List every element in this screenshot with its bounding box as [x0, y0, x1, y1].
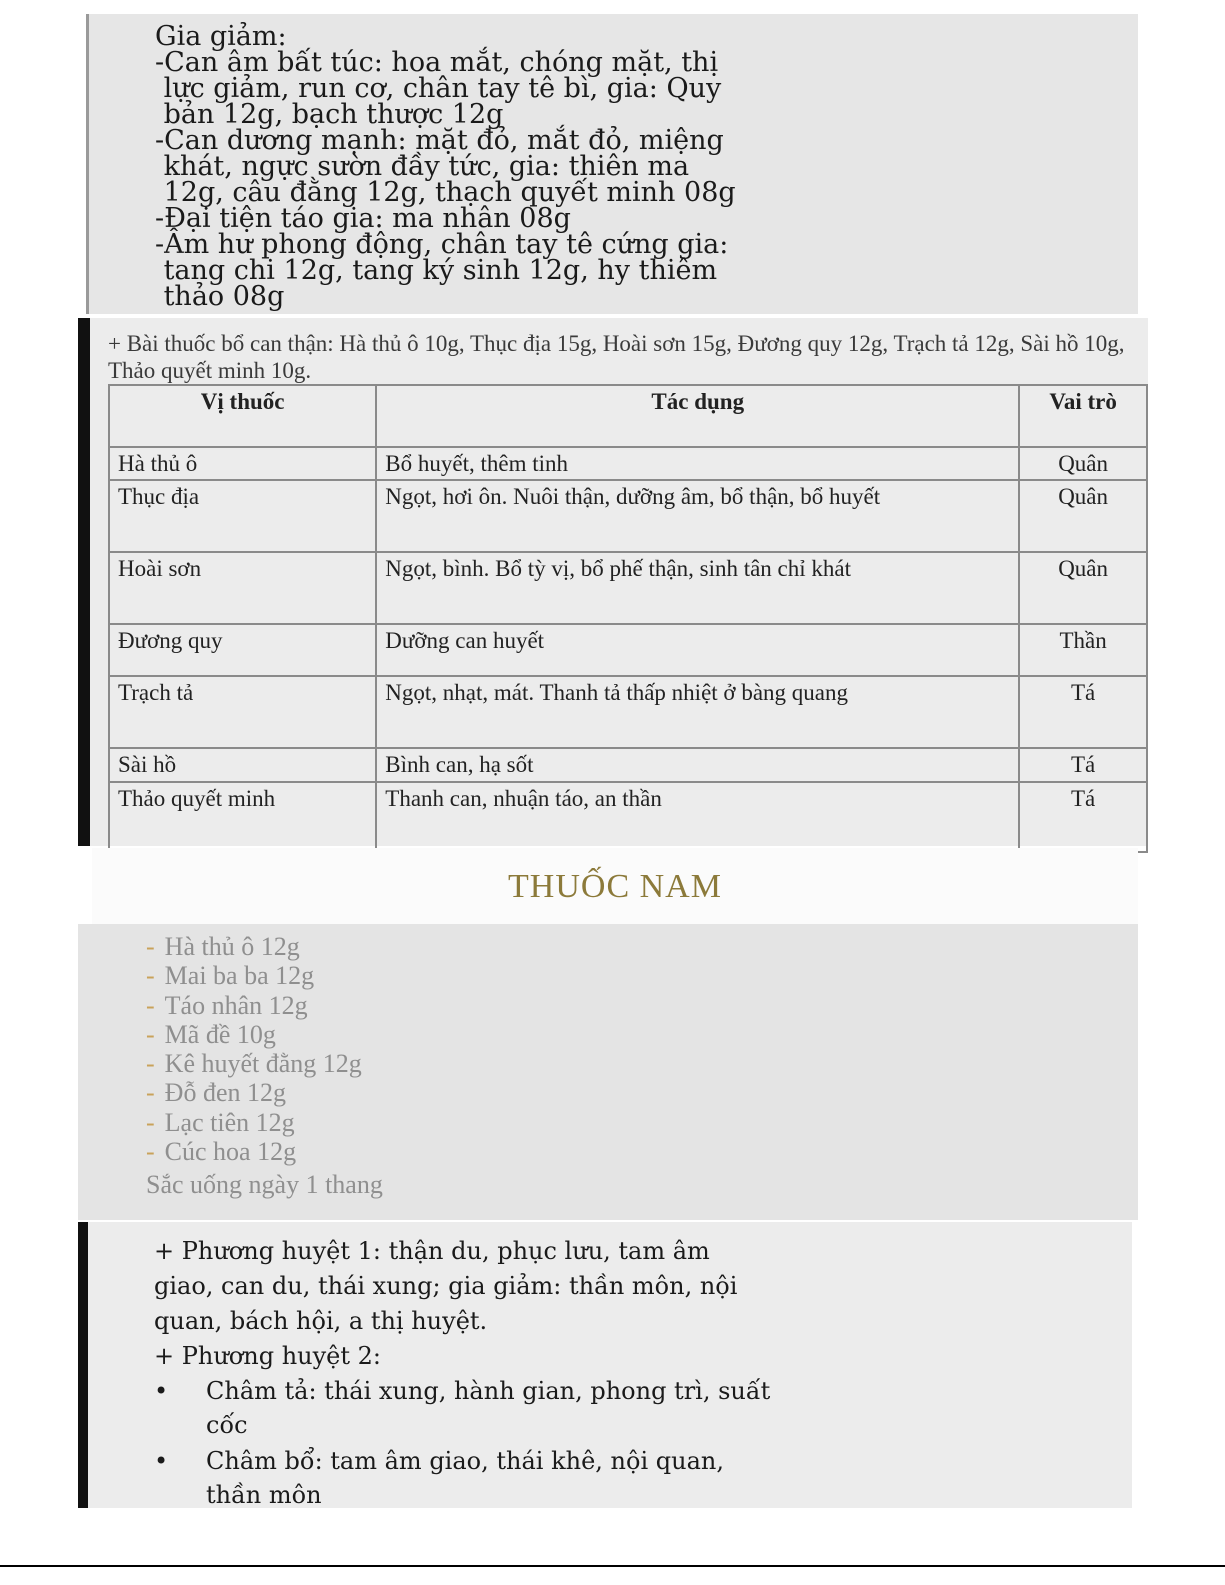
- bullet-icon: •: [154, 1377, 169, 1405]
- dash-bullet-icon: -: [146, 1137, 155, 1167]
- phuong-huyet-panel: [78, 1222, 1132, 1508]
- cell-tac-dung: Bình can, hạ sốt: [376, 748, 1019, 782]
- cell-tac-dung: Thanh can, nhuận táo, an thần: [376, 782, 1019, 852]
- cell-vi-thuoc: Sài hồ: [109, 748, 376, 782]
- table-row: [109, 447, 1147, 480]
- list-item-text: Cúc hoa 12g: [164, 1137, 297, 1167]
- cell-vai-tro: Quân: [1019, 447, 1147, 480]
- gia-giam-line: 12g, câu đằng 12g, thạch quyết minh 08g: [155, 177, 736, 208]
- gia-giam-line: -Can dương mạnh: mặt đỏ, mắt đỏ, miệng: [155, 125, 724, 156]
- cell-vi-thuoc: Hoài sơn: [109, 552, 376, 624]
- thuoc-nam-list: [146, 932, 362, 1166]
- gia-giam-line: -Âm hư phong động, chân tay tê cứng gia:: [155, 229, 729, 260]
- dash-bullet-icon: -: [146, 990, 155, 1020]
- table-row: [109, 782, 1147, 852]
- cell-tac-dung: Dưỡng can huyết: [376, 624, 1019, 676]
- table-row: [109, 676, 1147, 748]
- list-item: [146, 1020, 362, 1049]
- phuong-huyet-1-line: giao, can du, thái xung; gia giảm: thần môn, nội: [154, 1272, 738, 1300]
- cham-ta-line: cốc: [206, 1411, 248, 1439]
- list-item: [146, 961, 362, 990]
- header-vai-tro: Vai trò: [1019, 385, 1147, 447]
- list-item-text: Mã đề 10g: [164, 1019, 276, 1049]
- list-item-text: Kê huyết đằng 12g: [164, 1049, 362, 1079]
- gia-giam-line: -Đại tiện táo gia: ma nhân 08g: [155, 203, 571, 234]
- list-item: [146, 1137, 362, 1166]
- dash-bullet-icon: -: [146, 1107, 155, 1137]
- header-vi-thuoc: Vị thuốc: [109, 385, 376, 447]
- thuoc-nam-panel: [78, 924, 1138, 1220]
- cham-ta-line: Châm tả: thái xung, hành gian, phong trì, suất: [206, 1377, 771, 1405]
- cell-tac-dung: Bổ huyết, thêm tinh: [376, 447, 1019, 480]
- phuong-huyet-2-title: + Phương huyệt 2:: [154, 1342, 382, 1370]
- cell-vai-tro: Tá: [1019, 782, 1147, 852]
- table-row: [109, 748, 1147, 782]
- gia-giam-line: thảo 08g: [155, 281, 285, 312]
- list-item: [146, 932, 362, 961]
- gia-giam-line: lực giảm, run cơ, chân tay tê bì, gia: Quy: [155, 73, 722, 104]
- header-tac-dung: Tác dụng: [376, 385, 1019, 447]
- cell-vai-tro: Tá: [1019, 676, 1147, 748]
- bai-thuoc-panel: [78, 318, 1148, 846]
- bottom-divider: [0, 1565, 1225, 1567]
- list-item-text: Mai ba ba 12g: [164, 961, 315, 991]
- phuong-huyet-1-line: + Phương huyệt 1: thận du, phục lưu, tam âm: [154, 1237, 710, 1265]
- list-item-text: Đỗ đen 12g: [164, 1078, 286, 1108]
- gia-giam-panel: [86, 14, 1138, 314]
- cham-bo-line: thần môn: [206, 1481, 322, 1509]
- list-item-text: Hà thủ ô 12g: [164, 932, 300, 961]
- cell-vi-thuoc: Thục địa: [109, 480, 376, 552]
- list-item-text: Lạc tiên 12g: [164, 1107, 295, 1137]
- list-item-text: Táo nhân 12g: [164, 990, 308, 1020]
- list-item: [146, 1078, 362, 1107]
- dash-bullet-icon: -: [146, 932, 155, 961]
- cell-vai-tro: Quân: [1019, 480, 1147, 552]
- table-row: [109, 552, 1147, 624]
- table-row: [109, 624, 1147, 676]
- thuoc-nam-title: THUỐC NAM: [508, 868, 722, 905]
- gia-giam-title: Gia giảm:: [155, 21, 287, 52]
- cell-tac-dung: Ngọt, nhạt, mát. Thanh tả thấp nhiệt ở bàng quang: [376, 676, 1019, 748]
- table-row: [109, 480, 1147, 552]
- cell-vi-thuoc: Hà thủ ô: [109, 447, 376, 480]
- cell-vai-tro: Tá: [1019, 748, 1147, 782]
- dash-bullet-icon: -: [146, 961, 155, 991]
- dash-bullet-icon: -: [146, 1049, 155, 1079]
- cell-tac-dung: Ngọt, hơi ôn. Nuôi thận, dưỡng âm, bổ thận, bổ huyết: [376, 480, 1019, 552]
- cell-vai-tro: Quân: [1019, 552, 1147, 624]
- table-header-row: [109, 385, 1147, 447]
- dash-bullet-icon: -: [146, 1019, 155, 1049]
- cell-vi-thuoc: Thảo quyết minh: [109, 782, 376, 852]
- list-item: [146, 1049, 362, 1078]
- dash-bullet-icon: -: [146, 1078, 155, 1108]
- thuoc-nam-footer: Sắc uống ngày 1 thang: [146, 1170, 383, 1199]
- bai-thuoc-intro: + Bài thuốc bổ can thận: Hà thủ ô 10g, Thục địa 15g, Hoài sơn 15g, Đương quy 12g, Trạch tả 12g, Sài hồ 10g, Thảo quyết minh 10g.: [108, 331, 1125, 383]
- herb-table: [108, 384, 1148, 853]
- cell-tac-dung: Ngọt, bình. Bổ tỳ vị, bổ phế thận, sinh tân chỉ khát: [376, 552, 1019, 624]
- gia-giam-line: bản 12g, bạch thược 12g: [155, 99, 504, 130]
- gia-giam-line: khát, ngực sườn đầy tức, gia: thiên ma: [155, 151, 690, 182]
- cell-vai-tro: Thần: [1019, 624, 1147, 676]
- gia-giam-line: -Can âm bất túc: hoa mắt, chóng mặt, thị: [155, 47, 719, 78]
- cell-vi-thuoc: Trạch tả: [109, 676, 376, 748]
- bullet-icon: •: [154, 1447, 169, 1475]
- cell-vi-thuoc: Đương quy: [109, 624, 376, 676]
- list-item: [146, 991, 362, 1020]
- list-item: [146, 1108, 362, 1137]
- thuoc-nam-header: [92, 848, 1138, 924]
- phuong-huyet-1-line: quan, bách hội, a thị huyệt.: [154, 1307, 488, 1335]
- gia-giam-line: tang chi 12g, tang ký sinh 12g, hy thiêm: [155, 255, 718, 286]
- cham-bo-line: Châm bổ: tam âm giao, thái khê, nội quan,: [206, 1447, 724, 1475]
